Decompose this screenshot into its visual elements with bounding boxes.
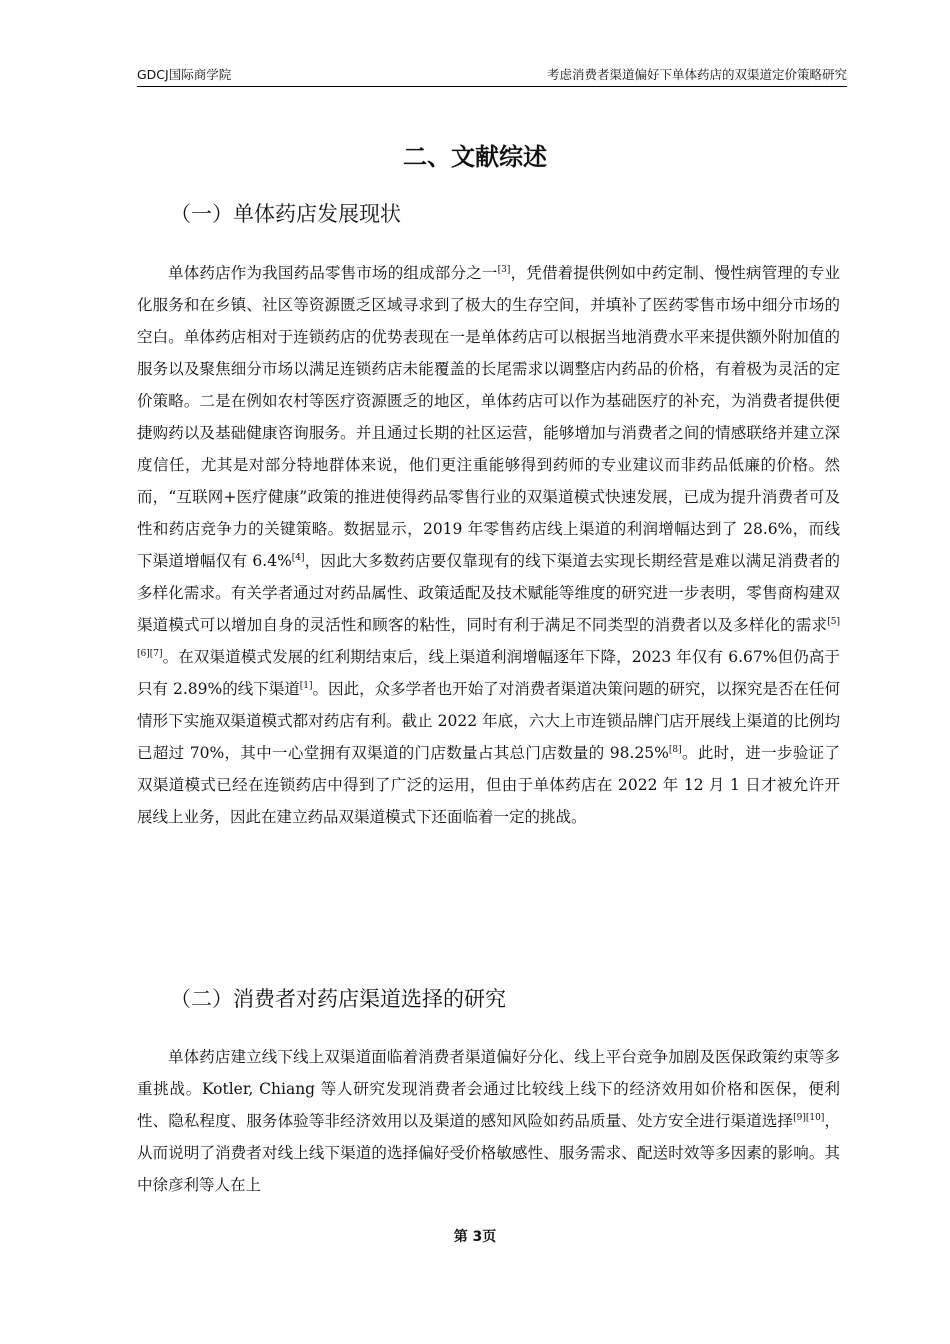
citation-ref: [1] [299,681,313,691]
text-run: 。在双渠道模式发展的红利期结束后，线上渠道利润增幅逐年下降，2023 年仅有 6.67%但仍高于只有 2.89%的线下渠道 [137,648,840,698]
citation-ref: [3] [497,265,511,275]
citation-ref: [5][6][7] [137,617,840,659]
citation-ref: [9][10] [793,1113,825,1123]
header-thesis-title: 考虑消费者渠道偏好下单体药店的双渠道定价策略研究 [546,67,847,82]
section-heading-2: （二）消费者对药店渠道选择的研究 [170,987,506,1011]
text-run: 。因此，众多学者也开始了对消费者渠道决策问题的研究，以探究是否在任何情形下实施双渠道模式都对药店有利。截止 2022 年底，六大上市连锁品牌门店开展线上渠道的比例均已超过 70%，其中一心堂拥有双渠道的门店数量占其总门店数量的 98.25% [137,680,840,762]
text-run: ，从而说明了消费者对线上线下渠道的选择偏好受价格敏感性、服务需求、配送时效等多因素的影响。其中徐彦利等人在上 [137,1112,840,1194]
page-number: 第 3页 [453,1229,497,1245]
page-header [137,64,847,87]
text-run: 单体药店作为我国药品零售市场的组成部分之一 [168,264,498,282]
section-1-paragraph [137,257,840,833]
section-heading-1: （一）单体药店发展现状 [170,202,401,226]
citation-ref: [8] [668,745,682,755]
chapter-title: 二、文献综述 [403,143,547,171]
text-run: ，凭借着提供例如中药定制、慢性病管理的专业化服务和在乡镇、社区等资源匮乏区域寻求到了极大的生存空间，并填补了医药零售市场中细分市场的空白。单体药店相对于连锁药店的优势表现在一是单体药店可以根据当地消费水平来提供额外附加值的服务以及聚焦细分市场以满足连锁药店未能覆盖的长尾需求以调整店内药品的价格，有着极为灵活的定价策略。二是在例如农村等医疗资源匮乏的地区，单体药店可以作为基础医疗的补充，为消费者提供便捷购药以及基础健康咨询服务。并且通过长期的社区运营，能够增加与消费者之间的情感联络并建立深度信任，尤其是对部分特地群体来说，他们更注重能够得到药师的专业建议而非药品低廉的价格。然而，“互联网+医疗健康”政策的推进使得药品零售行业的双渠道模式快速发展，已成为提升消费者可及性和药店竞争力的关键策略。数据显示，2019 年零售药店线上渠道的利润增幅达到了 28.6%，而线下渠道增幅仅有 6.4% [137,264,840,570]
text-run: 。此时，进一步验证了双渠道模式已经在连锁药店中得到了广泛的运用，但由于单体药店在 2022 年 12 月 1 日才被允许开展线上业务，因此在建立药品双渠道模式下还面临着一定的挑战。 [137,744,840,826]
citation-ref: [4] [291,553,305,563]
text-run: ，因此大多数药店要仅靠现有的线下渠道去实现长期经营是难以满足消费者的多样化需求。有关学者通过对药品属性、政策适配及技术赋能等维度的研究进一步表明，零售商构建双渠道模式可以增加自身的灵活性和顾客的粘性，同时有利于满足不同类型的消费者以及多样化的需求 [137,552,840,634]
header-institution: GDCJ国际商学院 [137,67,232,82]
text-run: 单体药店建立线下线上双渠道面临着消费者渠道偏好分化、线上平台竞争加剧及医保政策约束等多重挑战。Kotler, Chiang 等人研究发现消费者会通过比较线上线下的经济效用如价格和医保，便利性、隐私程度、服务体验等非经济效用以及渠道的感知风险如药品质量、处方安全进行渠道选择 [137,1048,840,1130]
section-2-paragraph [137,1041,840,1201]
